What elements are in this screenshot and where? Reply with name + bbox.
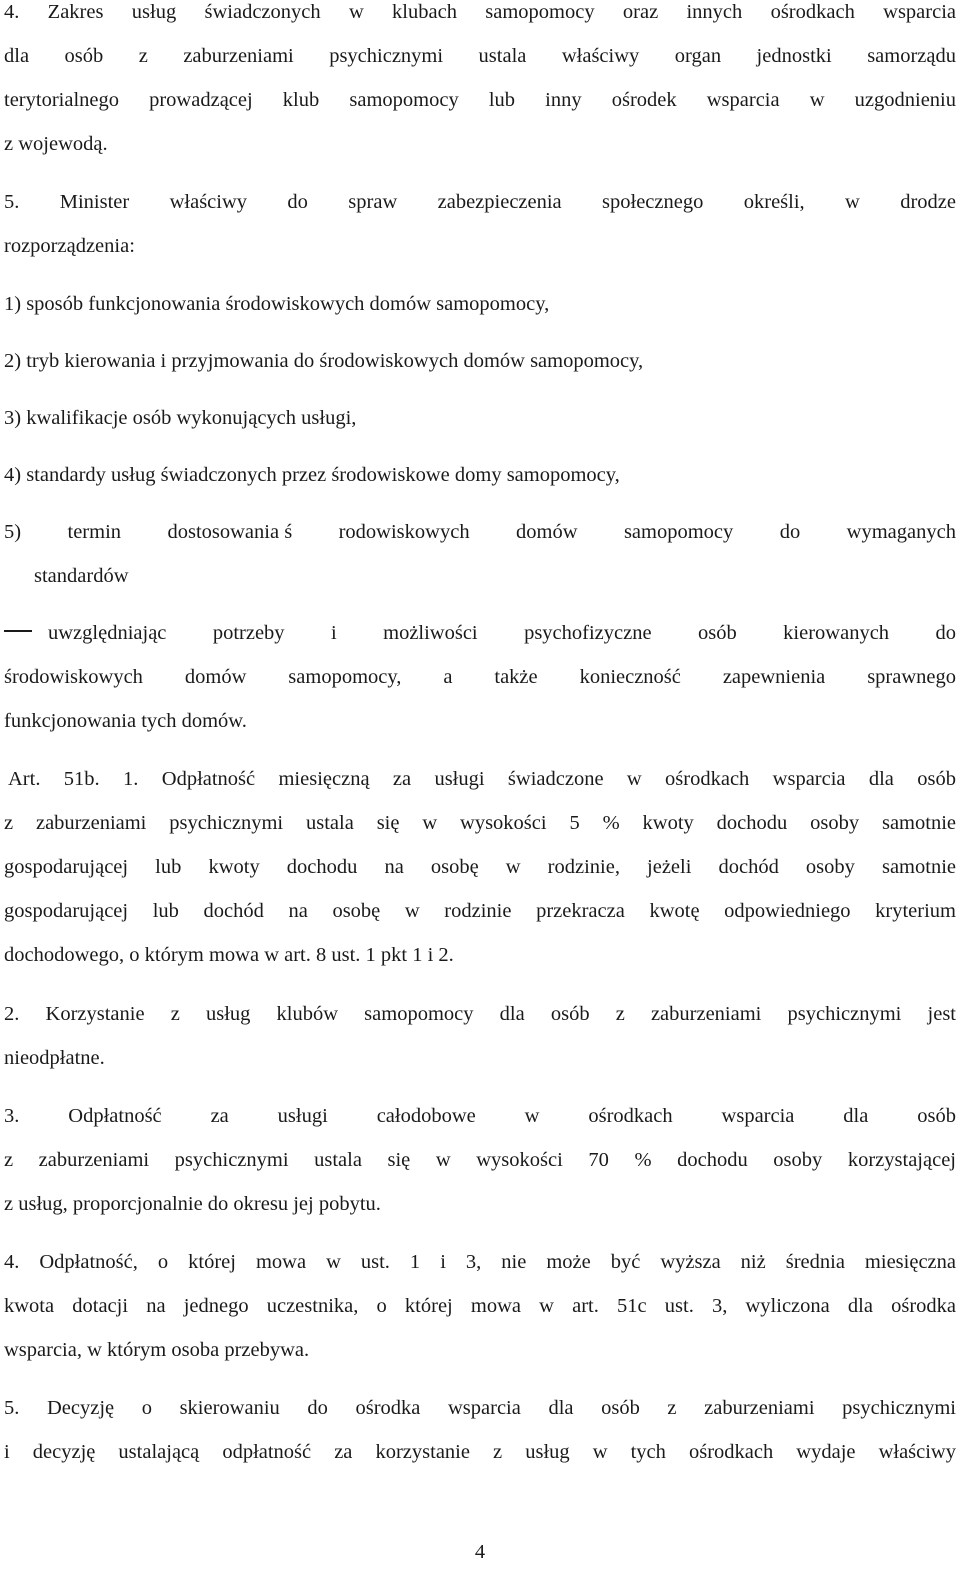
text-line: wsparcia, w którym osoba przebywa.	[4, 1339, 310, 1361]
list-item-number: 5)	[4, 521, 22, 543]
text-line: uwzględniając potrzeby i możliwości psychofizyczne osób kierowanych do	[48, 622, 956, 644]
section-2	[4, 992, 956, 1080]
text-line: funkcjonowania tych domów.	[4, 710, 247, 732]
text-line: z zaburzeniami psychicznymi ustala się w wysokości 70 % dochodu osoby korzystającej	[4, 1149, 956, 1171]
list-item: 3) kwalifikacje osób wykonujących usługi,	[4, 407, 357, 429]
word: samopomocy	[623, 521, 734, 543]
text-line: dochodowego, o którym mowa w art. 8 ust. 1 pkt 1 i 2.	[4, 944, 454, 966]
text-line: nieodpłatne.	[4, 1047, 105, 1069]
word: wymaganych	[846, 521, 956, 543]
text-line: 4. Zakres usług świadczonych w klubach samopomocy oraz innych ośrodkach wsparcia	[4, 1, 956, 23]
word: dostosowania ś	[167, 521, 293, 543]
closing-clause	[4, 611, 956, 743]
text-line: 3. Odpłatność za usługi całodobowe w ośrodkach wsparcia dla osób	[4, 1105, 956, 1127]
text-line: 5. Decyzję o skierowaniu do ośrodka wsparcia dla osób z zaburzeniami psychicznymi	[4, 1397, 956, 1419]
text-line: Art. 51b. 1. Odpłatność miesięczną za usługi świadczone w ośrodkach wsparcia dla osób	[8, 768, 956, 790]
text-line: terytorialnego prowadzącej klub samopomocy lub inny ośrodek wsparcia w uzgodnieniu	[4, 89, 956, 111]
list-item-5-line	[4, 510, 956, 554]
section-5	[4, 1386, 956, 1474]
list-item: 2) tryb kierowania i przyjmowania do środowiskowych domów samopomocy,	[4, 350, 644, 372]
text-line: 2. Korzystanie z usług klubów samopomocy dla osób z zaburzeniami psychicznymi jest	[4, 1003, 956, 1025]
text-line: z zaburzeniami psychicznymi ustala się w wysokości 5 % kwoty dochodu osoby samotnie	[4, 812, 956, 834]
text-line: 5. Minister właściwy do spraw zabezpieczenia społecznego określi, w drodze	[4, 191, 956, 213]
word: rodowiskowych	[338, 521, 470, 543]
dash-mark	[4, 630, 32, 632]
text-line: dla osób z zaburzeniami psychicznymi ustala właściwy organ jednostki samorządu	[4, 45, 956, 67]
list-item: 1) sposób funkcjonowania środowiskowych domów samopomocy,	[4, 293, 550, 315]
document-page	[4, 0, 956, 1570]
numbered-list	[4, 282, 956, 497]
text-line: z usług, proporcjonalnie do okresu jej pobytu.	[4, 1193, 381, 1215]
word: termin	[67, 521, 122, 543]
word: domów	[516, 521, 578, 543]
list-item: 4) standardy usług świadczonych przez środowiskowe domy samopomocy,	[4, 464, 620, 486]
text-line: rozporządzenia:	[4, 235, 135, 257]
page-number: 4	[474, 1541, 486, 1563]
text-line: kwota dotacji na jednego uczestnika, o której mowa w art. 51c ust. 3, wyliczona dla ośrodka	[4, 1295, 956, 1317]
clause-first-line	[4, 611, 956, 655]
section-4	[4, 1240, 956, 1372]
text-line: i decyzję ustalającą odpłatność za korzystanie z usług w tych ośrodkach wydaje właściwy	[4, 1441, 956, 1463]
paragraph-5	[4, 180, 956, 268]
paragraph-4	[4, 0, 956, 166]
section-3	[4, 1094, 956, 1226]
text-line: środowiskowych domów samopomocy, a także konieczność zapewnienia sprawnego	[4, 666, 956, 688]
text-line: z wojewodą.	[4, 133, 108, 155]
word: do	[779, 521, 801, 543]
text-line: gospodarującej lub dochód na osobę w rodzinie przekracza kwotę odpowiedniego kryterium	[4, 900, 956, 922]
list-item-5	[4, 510, 956, 598]
text-line: gospodarującej lub kwoty dochodu na osobę w rodzinie, jeżeli dochód osoby samotnie	[4, 856, 956, 878]
text-line: 4. Odpłatność, o której mowa w ust. 1 i 3, nie może być wyższa niż średnia miesięczna	[4, 1251, 956, 1273]
list-item-5-continuation: standardów	[34, 565, 129, 587]
article-51b	[4, 757, 956, 977]
